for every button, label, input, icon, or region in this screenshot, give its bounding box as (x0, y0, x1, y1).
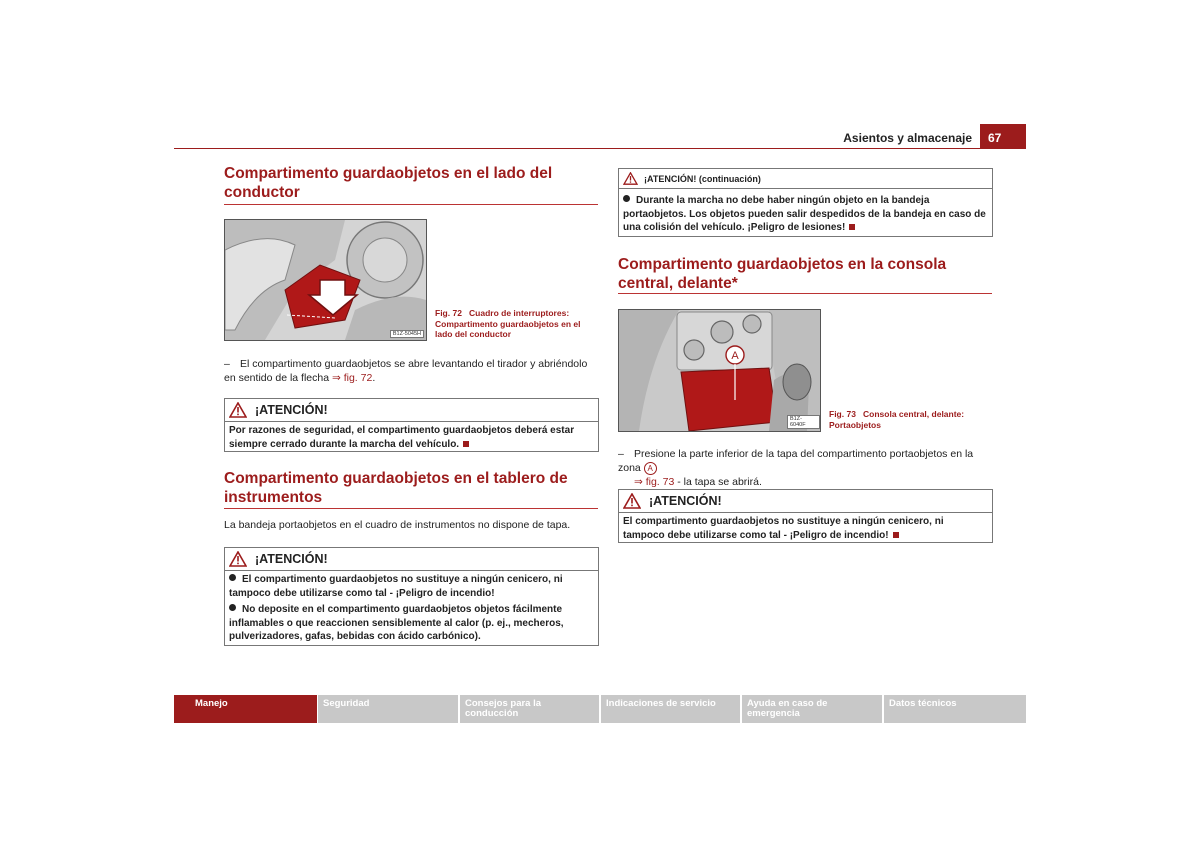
warning-text-content: Durante la marcha no debe haber ningún objeto en la bandeja portaobjetos. Los objetos pueden salir despedidos de la bandeja en caso de una colisión del vehículo. ¡Peligro de lesiones! (623, 195, 986, 233)
end-marker-icon (893, 532, 899, 538)
warning-text (619, 513, 992, 544)
caption-text: Cuadro de interruptores: Compartimento guardaobjetos en el lado del conductor (435, 308, 581, 339)
section-rule (224, 508, 598, 509)
warning-item-text: No deposite en el compartimento guardaobjetos objetos fácilmente inflamables o que reaccionen sensiblemente al calor (p. ej., mecheros, pulverizadores, gafas, bebidas con ácido carbónico). (229, 604, 564, 642)
section-title-dashboard-compartment: Compartimento guardaobjetos en el tablero de instrumentos (224, 470, 568, 506)
warning-text-content: El compartimento guardaobjetos no sustituye a ningún cenicero, ni tampoco debe utilizarse como tal - ¡Peligro de incendio! (623, 516, 944, 541)
figure-code: B1Z-5045H (390, 330, 424, 338)
bullet-icon (229, 574, 236, 581)
warning-header (225, 399, 598, 422)
warning-box-fire (224, 547, 599, 646)
warning-title: ¡ATENCIÓN! (255, 403, 328, 417)
warning-text-content: Por razones de seguridad, el compartimento guardaobjetos deberá estar siempre cerrado durante la marcha del vehículo. (229, 425, 575, 450)
step-end: - la tapa se abrirá. (674, 476, 762, 488)
caption-text: Consola central, delante: Portaobjetos (829, 409, 965, 430)
step-press-lid (618, 447, 993, 489)
figure-reference-link[interactable]: ⇒ fig. 72 (332, 372, 373, 384)
caption-number: Fig. 73 (829, 409, 856, 419)
warning-item (229, 573, 594, 600)
warning-title: ¡ATENCIÓN! (255, 552, 328, 566)
end-marker-icon (849, 224, 855, 230)
warning-box-continued (618, 168, 993, 237)
warning-item-text: El compartimento guardaobjetos no sustituye a ningún cenicero, ni tampoco debe utilizarse como tal - ¡Peligro de incendio! (229, 574, 563, 599)
step-end: . (372, 372, 376, 384)
caption-number: Fig. 72 (435, 308, 462, 318)
warning-header (225, 548, 598, 571)
figure-72-caption (435, 308, 595, 340)
section-rule (618, 293, 992, 294)
zone-a-marker-icon: A (644, 462, 657, 475)
nav-tab-indicaciones[interactable]: Indicaciones de servicio (601, 695, 740, 723)
warning-triangle-icon (229, 402, 247, 418)
section-title-center-console: Compartimento guardaobjetos en la consola central, delante* (618, 256, 947, 292)
warning-triangle-icon (229, 551, 247, 567)
warning-box-safety (224, 398, 599, 452)
figure-code: B1Z-6040F (787, 415, 820, 429)
figure-reference-link[interactable]: ⇒ fig. 73 (634, 476, 675, 488)
step-open-compartment (224, 357, 594, 385)
warning-header (619, 169, 992, 189)
warning-header (619, 490, 992, 513)
end-marker-icon (463, 441, 469, 447)
warning-list (225, 571, 598, 649)
nav-tab-manejo[interactable]: Manejo (174, 695, 317, 723)
bullet-icon (229, 604, 236, 611)
figure-72-image (224, 219, 427, 341)
section-rule (224, 204, 598, 205)
warning-text (225, 422, 598, 453)
running-header: Asientos y almacenaje (843, 131, 972, 145)
bullet-icon (623, 195, 630, 202)
warning-box-ashtray (618, 489, 993, 543)
figure-73-image (618, 309, 821, 432)
nav-tab-seguridad[interactable]: Seguridad (318, 695, 458, 723)
warning-item (229, 603, 594, 644)
page-number: 67 (980, 124, 1026, 148)
warning-triangle-icon (623, 172, 638, 185)
nav-tab-datos-tecnicos[interactable]: Datos técnicos (884, 695, 1026, 723)
step-text: El compartimento guardaobjetos se abre levantando el tirador y abriéndolo en sentido de la flecha (224, 358, 588, 384)
nav-tab-ayuda[interactable]: Ayuda en caso de emergencia (742, 695, 882, 723)
warning-title: ¡ATENCIÓN! (continuación) (644, 173, 761, 184)
header-rule (174, 148, 1026, 149)
warning-text (619, 189, 992, 237)
section-title-driver-compartment: Compartimento guardaobjetos en el lado del conductor (224, 165, 553, 201)
nav-tab-consejos[interactable]: Consejos para la conducción (460, 695, 599, 723)
step-dash: – (618, 448, 624, 460)
dashboard-tray-text: La bandeja portaobjetos en el cuadro de instrumentos no dispone de tapa. (224, 519, 571, 531)
step-dash: – (224, 358, 230, 370)
warning-title: ¡ATENCIÓN! (649, 494, 722, 508)
figure-73-caption (829, 409, 989, 430)
callout-a-label: A (731, 350, 739, 362)
warning-triangle-icon (623, 493, 641, 509)
step-text: Presione la parte inferior de la tapa del compartimento portaobjetos en la zona (618, 448, 974, 474)
